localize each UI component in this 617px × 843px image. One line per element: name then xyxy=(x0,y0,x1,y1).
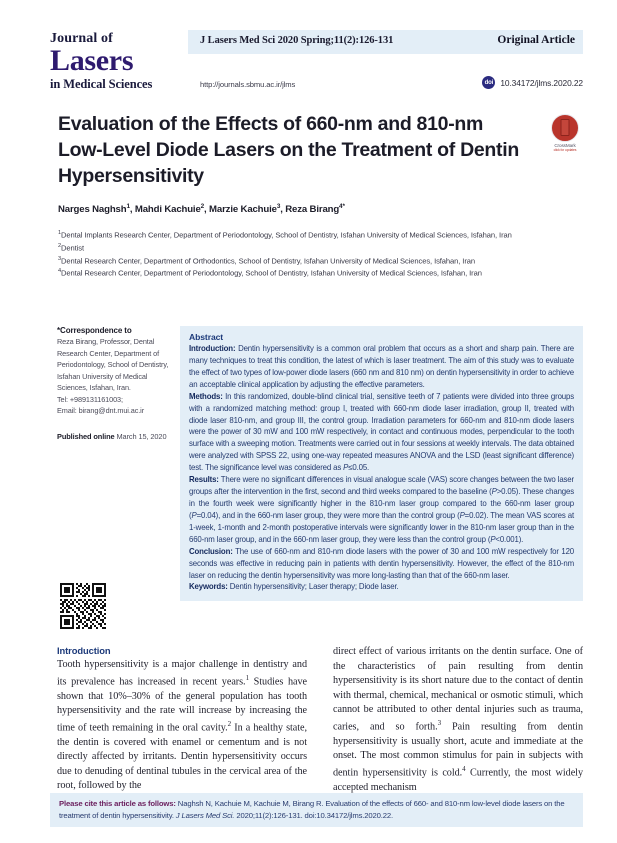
section-heading-introduction: Introduction xyxy=(57,645,111,656)
footer-citation-label: Please cite this article as follows: xyxy=(59,799,176,808)
abstract-label-keywords: Keywords: xyxy=(189,582,228,592)
abstract-label-methods: Methods: xyxy=(189,391,223,401)
body-paragraph-left: Tooth hypersensitivity is a major challenge in dentistry and its prevalence has increased in recent years.$^1$ Studies have shown that 10%–30% of the general population has tooth hypersensitivity and the rate will increase by increasing the time of teeth remaining in the oral cavity.$^2$ In a healthy state, the dentin is covered with enamel or cementum and is not directly affected by irritants. Dentin hypersensitivity occurs due to denuding of dentinal tubules in the cervical area of the root, followed by the xyxy=(57,659,307,792)
footer-citation-text xyxy=(59,798,574,821)
abstract-text-conclusion: The use of 660-nm and 810-nm diode lasers with the power of 30 and 100 mW respectively for 120 seconds was effective in reducing pain in patients with dentin hypersensitivity. However, the effect of the 810-nm laser on reducing the dentin hypersensitivity was more long-lasting than that of the 660-nm laser. xyxy=(189,546,574,580)
correspondence-sidebar xyxy=(57,326,169,442)
abstract-section-introduction xyxy=(189,343,574,391)
article-type-label: Original Article xyxy=(497,34,575,46)
correspondence-heading: *Correspondence to xyxy=(57,326,132,335)
doi-row[interactable] xyxy=(482,76,583,89)
correspondence-body xyxy=(57,336,169,417)
body-column-right xyxy=(333,645,583,796)
abstract-heading: Abstract xyxy=(189,332,224,342)
crossmark-icon[interactable] xyxy=(548,114,582,154)
logo-line-lasers: Lasers xyxy=(50,43,134,77)
abstract-section-keywords xyxy=(189,581,574,593)
footer-citation-detail: Naghsh N, Kachuie M, Kachuie M, Birang R. Evaluation of the effects of 660- and 810-nm low-level diode lasers on the treatment of dentin hypersensitivity. J Lasers Med Sci. 2020;11(2):126-131. doi:10.34172/jlms.2020.22. xyxy=(59,799,565,820)
abstract-text-methods: In this randomized, double-blind clinical trial, sensitive teeth of 7 patients were divided into three groups with a randomized matching method: group I, treated with 660-nm diode laser irradiation, group II, treated with diode laser 810-nm, and group III, the control group. Irradiation parameters for 660-nm and 810-nm diode lasers were the power of 30 mW and 100 mW respectively, in contact and continuous modes, perpendicular to the tooth surface with a sweeping motion. Treatments were carried out in four sessions at weekly intervals. The data obtained were analyzed with SPSS 22, using one-way repeated measures ANOVA and the LSD (least significant difference) test. The significance level was considered as P≤0.05. xyxy=(189,391,574,473)
footer-citation-box xyxy=(50,793,583,827)
abstract-text-keywords: Dentin hypersensitivity; Laser therapy; Diode laser. xyxy=(227,582,399,592)
header-citation-text: J Lasers Med Sci 2020 Spring;11(2):126-131 xyxy=(200,35,394,46)
page-header xyxy=(50,30,583,102)
abstract-text-introduction: Dentin hypersensitivity is a common oral problem that occurs as a short and sharp pain. There are many techniques to treat this condition, the latest of which is laser treatment. The aim of this study was to evaluate the effect of two types of low-power diode lasers (660 nm and 810 nm) on dentin hypersensitivity in order to achieve an acceptable clinical application by adjusting the effective parameters. xyxy=(189,344,574,389)
doi-badge-icon: doi xyxy=(482,76,495,89)
body-column-left xyxy=(57,645,307,796)
published-online xyxy=(57,431,169,442)
abstract-box xyxy=(180,326,583,601)
logo-line-journal-of: Journal of xyxy=(50,31,113,46)
crossmark-sublabel: click for updates xyxy=(553,148,577,152)
crossmark-label: CrossMark xyxy=(554,143,576,148)
qr-code-svg xyxy=(60,583,106,629)
correspondence-address: Reza Birang, Professor, Dental Research Center, Department of Periodontology, School of Dentistry, Isfahan University of Medical Sciences, Isfahan, Iran. xyxy=(57,337,169,393)
body-paragraph-right: direct effect of various irritants on the dentin surface. One of the characteristics of pain resulting from dentin hypersensitivity is its short nature due to the contact of dentin with thermal, chemical, mechanical or osmotic stimuli, which cannot be attributed to other dental injuries such as trauma, caries, and so forth.$^3$ Pain resulting from dentin hypersensitivity is usually short, acute and immediate at the onset. The most common stimulus for pain in subjects with dentin hypersensitivity is cold.$^4$ Currently, the most widely accepted mechanism xyxy=(333,646,583,793)
affiliation-item: $^2$Dentist xyxy=(58,242,84,253)
affiliation-list xyxy=(58,229,573,280)
abstract-label-conclusion: Conclusion: xyxy=(189,546,233,556)
author-list: Narges Naghsh$^1$, Mahdi Kachuie$^2$, Marzie Kachuie$^3$, Reza Birang$^{4*}$ xyxy=(58,203,345,216)
doi-text[interactable]: 10.34172/jlms.2020.22 xyxy=(500,77,583,88)
crossmark-inner-shape xyxy=(561,119,570,136)
published-online-date: March 15, 2020 xyxy=(116,431,167,441)
affiliation-item: $^1$Dental Implants Research Center, Department of Periodontology, School of Dentistry, Isfahan University of Medical Sciences, Isfahan, Iran xyxy=(58,230,512,240)
journal-url-link[interactable]: http://journals.sbmu.ac.ir/jlms xyxy=(200,80,296,89)
abstract-label-results: Results: xyxy=(189,475,219,485)
qr-code[interactable] xyxy=(60,583,106,629)
body-columns xyxy=(57,645,583,796)
published-online-label: Published online xyxy=(57,431,115,441)
abstract-section-methods xyxy=(189,391,574,474)
crossmark-circle xyxy=(551,114,579,142)
affiliation-item: $^3$Dental Research Center, Department of Orthodontics, School of Dentistry, Isfahan University of Medical Sciences, Isfahan, Iran xyxy=(58,255,475,266)
affiliation-item: $^4$Dental Research Center, Department of Periodontology, School of Dentistry, Isfahan University of Medical Sciences, Isfahan, Iran xyxy=(58,268,482,279)
correspondence-tel: Tel: +989131161003; xyxy=(57,394,123,404)
correspondence-email[interactable]: Email: birang@dnt.mui.ac.ir xyxy=(57,406,145,416)
page-title: Evaluation of the Effects of 660-nm and 810-nm Low-Level Diode Lasers on the Treatment of Dentin Hypersensitivity xyxy=(58,113,519,187)
abstract-section-results xyxy=(189,474,574,546)
abstract-section-conclusion xyxy=(189,546,574,582)
abstract-text-results: There were no significant differences in visual analogue scale (VAS) score changes between the two laser groups after the intervention in the first, second and third weeks compared to the baseline (P>0.05). These changes in the fourth week were significantly higher in the 810-nm laser group compared to the 660-nm laser group (P=0.04), and in the 660-nm laser group, they were more than the control group (P=0.02). The mean VAS scores at 1-week, 1-month and 2-month postoperative intervals were significantly lower in the 810-nm laser group than in the 660-nm laser group, and in the 660-nm laser group, they were less than the control group (P<0.001). xyxy=(189,475,574,544)
abstract-label-introduction: Introduction: xyxy=(189,344,236,353)
logo-line-in-medical-sciences: in Medical Sciences xyxy=(50,76,153,91)
journal-logo xyxy=(50,32,190,91)
